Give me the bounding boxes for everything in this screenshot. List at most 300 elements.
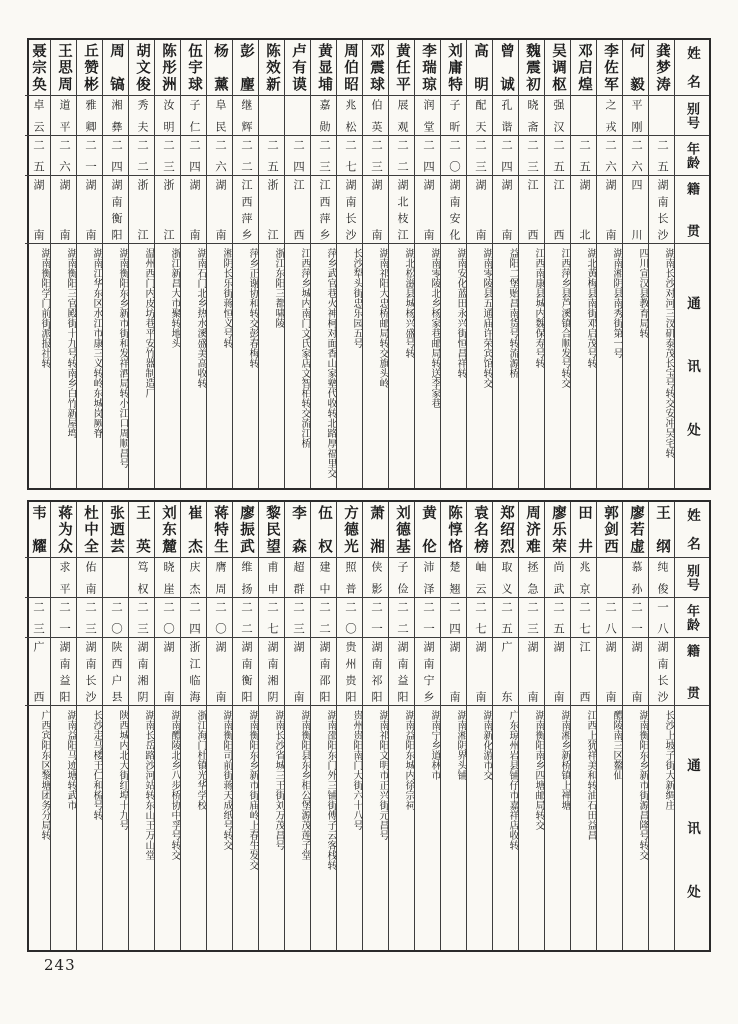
header-origin-label: 籍贯 xyxy=(685,182,700,237)
alias-text: 润堂 xyxy=(422,99,434,132)
cell-origin xyxy=(207,638,232,706)
cell-address xyxy=(77,706,102,950)
address-text: 广东琼州岩县铺仔市嘉祥店收转 xyxy=(507,710,518,850)
alias-text: 晓崖 xyxy=(162,561,174,594)
cell-name xyxy=(337,40,362,96)
name-text: 廖振武 xyxy=(238,505,254,554)
cell-origin xyxy=(493,176,518,244)
cell-alias xyxy=(571,96,596,136)
person-column xyxy=(493,40,519,488)
origin-text: 湖南 xyxy=(526,641,538,702)
age-text: 二六 xyxy=(58,139,70,172)
cell-origin xyxy=(181,638,206,706)
address-text: 湖南安化蓝田永兴街恒昌祥转 xyxy=(455,248,466,378)
age-text: 二五 xyxy=(552,139,564,172)
cell-age xyxy=(337,136,362,176)
cell-age xyxy=(649,598,674,638)
cell-alias xyxy=(337,96,362,136)
person-column xyxy=(363,502,389,950)
origin-text: 陕西户县 xyxy=(110,641,122,702)
cell-address xyxy=(233,706,258,950)
name-text: 周伯昭 xyxy=(342,43,358,92)
age-text: 二六 xyxy=(630,139,642,172)
cell-address xyxy=(363,706,388,950)
address-text: 湖南零陵北乡杨家巷邮局转送李家巷 xyxy=(429,248,440,408)
origin-text: 湖南湘阴 xyxy=(136,641,148,702)
cell-age xyxy=(129,598,154,638)
cell-name xyxy=(441,40,466,96)
cell-origin xyxy=(155,176,180,244)
cell-name xyxy=(597,40,622,96)
cell-name xyxy=(25,40,50,96)
cell-origin xyxy=(597,176,622,244)
person-column xyxy=(285,40,311,488)
header-alias-cell xyxy=(675,96,709,136)
cell-age xyxy=(77,136,102,176)
age-text: 二五 xyxy=(552,601,564,634)
cell-address xyxy=(415,244,440,488)
origin-text: 湖南安化 xyxy=(448,179,460,240)
cell-age xyxy=(623,136,648,176)
origin-text: 江西 xyxy=(578,641,590,702)
origin-text: 湖南 xyxy=(32,179,44,240)
person-column xyxy=(25,502,51,950)
age-text: 二三 xyxy=(474,139,486,172)
origin-text: 湖南衡阳 xyxy=(110,179,122,240)
alias-text: 道平 xyxy=(58,99,70,132)
cell-address xyxy=(519,244,544,488)
alias-text: 庆杰 xyxy=(188,561,200,594)
cell-origin xyxy=(103,638,128,706)
header-age-label: 年龄 xyxy=(685,604,700,631)
cell-name xyxy=(337,502,362,558)
cell-address xyxy=(285,244,310,488)
cell-origin xyxy=(441,638,466,706)
address-text: 湖南衡阳三官殿街十九号转南乡白竹新屋塆 xyxy=(65,248,76,438)
age-text: 二四 xyxy=(422,139,434,172)
address-text: 湖南益阳东城内徐宗祠 xyxy=(403,710,414,810)
top-table xyxy=(27,38,711,490)
cell-name xyxy=(623,502,648,558)
address-text: 湖南祁阳文明市正兴街元昌号 xyxy=(377,710,388,840)
cell-name xyxy=(389,40,414,96)
origin-text: 湖南 xyxy=(500,179,512,240)
address-text: 江西上犹祥美和转油石田益昌 xyxy=(585,710,596,840)
origin-text: 江西 xyxy=(526,179,538,240)
age-text: 二五 xyxy=(500,601,512,634)
cell-name xyxy=(311,40,336,96)
person-column xyxy=(259,40,285,488)
cell-age xyxy=(129,136,154,176)
cell-alias xyxy=(467,558,492,598)
header-age-cell xyxy=(675,598,709,638)
alias-text: 卓云 xyxy=(32,99,44,132)
cell-origin xyxy=(493,638,518,706)
cell-origin xyxy=(363,638,388,706)
cell-alias xyxy=(311,558,336,598)
person-column xyxy=(389,502,415,950)
cell-alias xyxy=(441,558,466,598)
person-column xyxy=(311,502,337,950)
origin-text: 湖南益阳 xyxy=(58,641,70,702)
alias-text: 展观 xyxy=(396,99,408,132)
cell-address xyxy=(623,244,648,488)
address-text: 湖南湘阴县南秀街第一号 xyxy=(611,248,622,358)
cell-age xyxy=(519,598,544,638)
name-text: 王思周 xyxy=(56,43,72,92)
cell-age xyxy=(51,136,76,176)
cell-name xyxy=(207,502,232,558)
cell-alias xyxy=(441,96,466,136)
cell-address xyxy=(103,706,128,950)
person-column xyxy=(649,502,675,950)
origin-text: 湖南 xyxy=(214,641,226,702)
address-text: 长沙走马楼王仁和梳号转 xyxy=(91,710,102,820)
cell-address xyxy=(207,244,232,488)
cell-address xyxy=(207,706,232,950)
cell-alias xyxy=(155,558,180,598)
cell-name xyxy=(649,502,674,558)
alias-text: 笃权 xyxy=(136,561,148,594)
age-text: 二八 xyxy=(604,601,616,634)
alias-text: 嘉勋 xyxy=(318,99,330,132)
name-text: 彭麈 xyxy=(238,43,254,92)
alias-text: 兆京 xyxy=(578,561,590,594)
cell-name xyxy=(649,40,674,96)
name-text: 胡文俊 xyxy=(134,43,150,92)
name-text: 陈惇恪 xyxy=(446,505,462,554)
cell-origin xyxy=(129,638,154,706)
person-column xyxy=(493,502,519,950)
age-text: 二二 xyxy=(396,139,408,172)
cell-alias xyxy=(181,558,206,598)
alias-text: 秀夫 xyxy=(136,99,148,132)
origin-text: 湖南宁乡 xyxy=(422,641,434,702)
cell-name xyxy=(363,502,388,558)
age-text: 二五 xyxy=(656,139,668,172)
cell-alias xyxy=(51,96,76,136)
cell-age xyxy=(467,136,492,176)
cell-origin xyxy=(285,638,310,706)
alias-text: 子昕 xyxy=(448,99,460,132)
alias-text: 拯急 xyxy=(526,561,538,594)
age-text: 二四 xyxy=(448,601,460,634)
name-text: 郑绍烈 xyxy=(498,505,514,554)
cell-origin xyxy=(571,638,596,706)
cell-address xyxy=(129,706,154,950)
age-text: 二七 xyxy=(344,139,356,172)
age-text: 二四 xyxy=(110,139,122,172)
origin-text: 湖南 xyxy=(84,179,96,240)
cell-alias xyxy=(363,558,388,598)
origin-text: 江西 xyxy=(552,179,564,240)
name-text: 王纲 xyxy=(654,505,670,554)
name-text: 曾诚 xyxy=(498,43,514,92)
cell-age xyxy=(415,598,440,638)
cell-alias xyxy=(571,558,596,598)
cell-address xyxy=(389,706,414,950)
person-column xyxy=(363,40,389,488)
name-text: 黄伦 xyxy=(420,505,436,554)
person-column xyxy=(415,502,441,950)
cell-address xyxy=(25,706,50,950)
cell-origin xyxy=(25,176,50,244)
cell-address xyxy=(441,244,466,488)
cell-alias xyxy=(207,558,232,598)
age-text: 二七 xyxy=(266,601,278,634)
cell-name xyxy=(519,40,544,96)
address-text: 湖南湘阴界头铺 xyxy=(455,710,466,780)
address-text: 湖南长沙对河三汊矶泰茂长宝号转交安冲吴宅转 xyxy=(663,248,674,458)
origin-text: 浙江 xyxy=(136,179,148,240)
cell-address xyxy=(259,706,284,950)
name-text: 伍权 xyxy=(316,505,332,554)
cell-alias xyxy=(155,96,180,136)
address-text: 益阳二堡贻昌南货号转流源桥 xyxy=(507,248,518,378)
address-text: 湘阴长乐街蒋恒义号转 xyxy=(221,248,232,348)
origin-text: 湖南 xyxy=(448,641,460,702)
cell-alias xyxy=(233,96,258,136)
alias-text: 湘彝 xyxy=(110,99,122,132)
header-origin-cell xyxy=(675,638,709,706)
age-text: 二三 xyxy=(526,601,538,634)
name-text: 杜中全 xyxy=(82,505,98,554)
origin-text: 江西萍乡 xyxy=(240,179,252,240)
cell-alias xyxy=(363,96,388,136)
person-column xyxy=(415,40,441,488)
origin-text: 湖南 xyxy=(630,641,642,702)
cell-name xyxy=(285,40,310,96)
cell-alias xyxy=(103,558,128,598)
origin-text: 湖南 xyxy=(188,179,200,240)
alias-text: 超群 xyxy=(292,561,304,594)
name-text: 崔杰 xyxy=(186,505,202,554)
cell-address xyxy=(571,244,596,488)
cell-origin xyxy=(25,638,50,706)
address-text: 湖北松滋县城杨兴盛号转 xyxy=(403,248,414,358)
cell-address xyxy=(649,244,674,488)
cell-name xyxy=(155,502,180,558)
address-text: 浙江新昌大市聚转地头 xyxy=(169,248,180,348)
age-text: 二三 xyxy=(292,601,304,634)
cell-alias xyxy=(389,558,414,598)
address-text: 湖南湘乡新桥镇上禅塘 xyxy=(559,710,570,810)
address-text: 温州西门内皮坊巷平安竹器制造厂 xyxy=(143,248,154,398)
person-column xyxy=(207,40,233,488)
cell-name xyxy=(51,40,76,96)
address-text: 湖南祁阳大忠桥邮局转交旗头岭 xyxy=(377,248,388,388)
cell-origin xyxy=(467,176,492,244)
origin-text: 湖南 xyxy=(604,641,616,702)
address-text: 湖北黄梅县南街邓启茂号转 xyxy=(585,248,596,368)
alias-text: 继辉 xyxy=(240,99,252,132)
name-text: 李佐军 xyxy=(602,43,618,92)
origin-text: 湖南 xyxy=(422,179,434,240)
cell-name xyxy=(363,40,388,96)
header-address-cell xyxy=(675,706,709,950)
cell-age xyxy=(389,598,414,638)
cell-alias xyxy=(649,96,674,136)
cell-origin xyxy=(233,176,258,244)
cell-origin xyxy=(415,638,440,706)
name-text: 蒋特生 xyxy=(212,505,228,554)
cell-name xyxy=(77,502,102,558)
cell-origin xyxy=(337,638,362,706)
origin-text: 湖南衡阳 xyxy=(240,641,252,702)
cell-name xyxy=(259,502,284,558)
header-column xyxy=(675,40,709,488)
header-column xyxy=(675,502,709,950)
cell-address xyxy=(493,706,518,950)
origin-text: 湖北枝江 xyxy=(396,179,408,240)
cell-origin xyxy=(129,176,154,244)
origin-text: 浙江 xyxy=(162,179,174,240)
cell-name xyxy=(207,40,232,96)
name-text: 郭剑西 xyxy=(602,505,618,554)
origin-text: 湖南 xyxy=(474,641,486,702)
alias-text: 取义 xyxy=(500,561,512,594)
origin-text: 湖南长沙 xyxy=(656,641,668,702)
alias-text: 建中 xyxy=(318,561,330,594)
cell-alias xyxy=(623,96,648,136)
cell-age xyxy=(571,136,596,176)
address-text: 江西萍乡城内南门文氏家店文智柏转交流江桥 xyxy=(299,248,310,448)
person-column xyxy=(649,40,675,488)
address-text: 湖南衡阳东乡新市街庙岭上春生发交 xyxy=(247,710,258,870)
cell-address xyxy=(337,706,362,950)
cell-alias xyxy=(467,96,492,136)
cell-age xyxy=(285,136,310,176)
age-text: 二三 xyxy=(370,139,382,172)
cell-origin xyxy=(545,638,570,706)
cell-origin xyxy=(571,176,596,244)
cell-origin xyxy=(311,638,336,706)
cell-origin xyxy=(207,176,232,244)
cell-alias xyxy=(181,96,206,136)
cell-alias xyxy=(623,558,648,598)
cell-address xyxy=(155,706,180,950)
alias-text: 甫申 xyxy=(266,561,278,594)
cell-address xyxy=(129,244,154,488)
person-column xyxy=(467,502,493,950)
person-column xyxy=(519,502,545,950)
alias-text: 晓斋 xyxy=(526,99,538,132)
person-column xyxy=(623,502,649,950)
cell-address xyxy=(155,244,180,488)
name-text: 方德光 xyxy=(342,505,358,554)
person-column xyxy=(441,40,467,488)
cell-alias xyxy=(103,96,128,136)
cell-alias xyxy=(259,558,284,598)
origin-text: 湖南 xyxy=(214,179,226,240)
cell-address xyxy=(467,706,492,950)
name-text: 李森 xyxy=(290,505,306,554)
cell-origin xyxy=(311,176,336,244)
cell-age xyxy=(493,136,518,176)
cell-alias xyxy=(129,558,154,598)
address-text: 浙江海门杜镇光华学校 xyxy=(195,710,206,810)
cell-address xyxy=(363,244,388,488)
cell-address xyxy=(51,706,76,950)
alias-text: 子俭 xyxy=(396,561,408,594)
cell-alias xyxy=(25,558,50,598)
cell-address xyxy=(545,244,570,488)
cell-alias xyxy=(493,558,518,598)
cell-age xyxy=(155,598,180,638)
cell-name xyxy=(571,40,596,96)
age-text: 二一 xyxy=(422,601,434,634)
cell-age xyxy=(207,598,232,638)
cell-alias xyxy=(389,96,414,136)
address-text: 湖南衡阳司前街蒋天成纸号转交 xyxy=(221,710,232,850)
address-text: 四川宣汉县教育局转 xyxy=(637,248,648,338)
name-text: 袁名榜 xyxy=(472,505,488,554)
cell-alias xyxy=(597,558,622,598)
age-text: 二〇 xyxy=(110,601,122,634)
cell-origin xyxy=(649,176,674,244)
cell-name xyxy=(389,502,414,558)
origin-text: 湖南益阳 xyxy=(396,641,408,702)
age-text: 二六 xyxy=(214,139,226,172)
cell-age xyxy=(181,136,206,176)
cell-age xyxy=(311,136,336,176)
cell-origin xyxy=(51,638,76,706)
origin-text: 贵州贵阳 xyxy=(344,641,356,702)
cell-address xyxy=(649,706,674,950)
cell-alias xyxy=(415,96,440,136)
address-text: 湖南衡阳东乡新市街和发祥酒局转小江口周顺昌号 xyxy=(117,248,128,468)
cell-age xyxy=(649,136,674,176)
cell-name xyxy=(233,40,258,96)
age-text: 二三 xyxy=(526,139,538,172)
age-text: 二二 xyxy=(240,601,252,634)
cell-address xyxy=(77,244,102,488)
origin-text: 浙江 xyxy=(266,179,278,240)
cell-address xyxy=(337,244,362,488)
name-text: 王英 xyxy=(134,505,150,554)
cell-name xyxy=(155,40,180,96)
cell-address xyxy=(597,244,622,488)
cell-alias xyxy=(545,558,570,598)
name-text: 魏震初 xyxy=(524,43,540,92)
cell-origin xyxy=(77,638,102,706)
age-text: 二四 xyxy=(188,601,200,634)
origin-text: 湖南 xyxy=(474,179,486,240)
person-column xyxy=(233,502,259,950)
address-text: 湖南江华东区水江市康三义转岭东城岗厥脊 xyxy=(91,248,102,438)
person-column xyxy=(259,502,285,950)
age-text: 二〇 xyxy=(162,601,174,634)
cell-name xyxy=(623,40,648,96)
origin-text: 湖南长沙 xyxy=(84,641,96,702)
cell-alias xyxy=(77,558,102,598)
name-text: 邓启煌 xyxy=(576,43,592,92)
cell-address xyxy=(597,706,622,950)
person-column xyxy=(25,40,51,488)
address-text: 湖南衡阳学门前街派报社转 xyxy=(39,248,50,368)
address-text: 湖南石门北乡热水溪盛美高收转 xyxy=(195,248,206,388)
person-column xyxy=(103,502,129,950)
cell-name xyxy=(415,40,440,96)
alias-text: 汝明 xyxy=(162,99,174,132)
cell-age xyxy=(597,136,622,176)
cell-age xyxy=(597,598,622,638)
alias-text: 岫云 xyxy=(474,561,486,594)
origin-text: 湖南 xyxy=(370,179,382,240)
header-age-label: 年龄 xyxy=(685,142,700,169)
age-text: 二一 xyxy=(84,139,96,172)
header-alias-cell xyxy=(675,558,709,598)
